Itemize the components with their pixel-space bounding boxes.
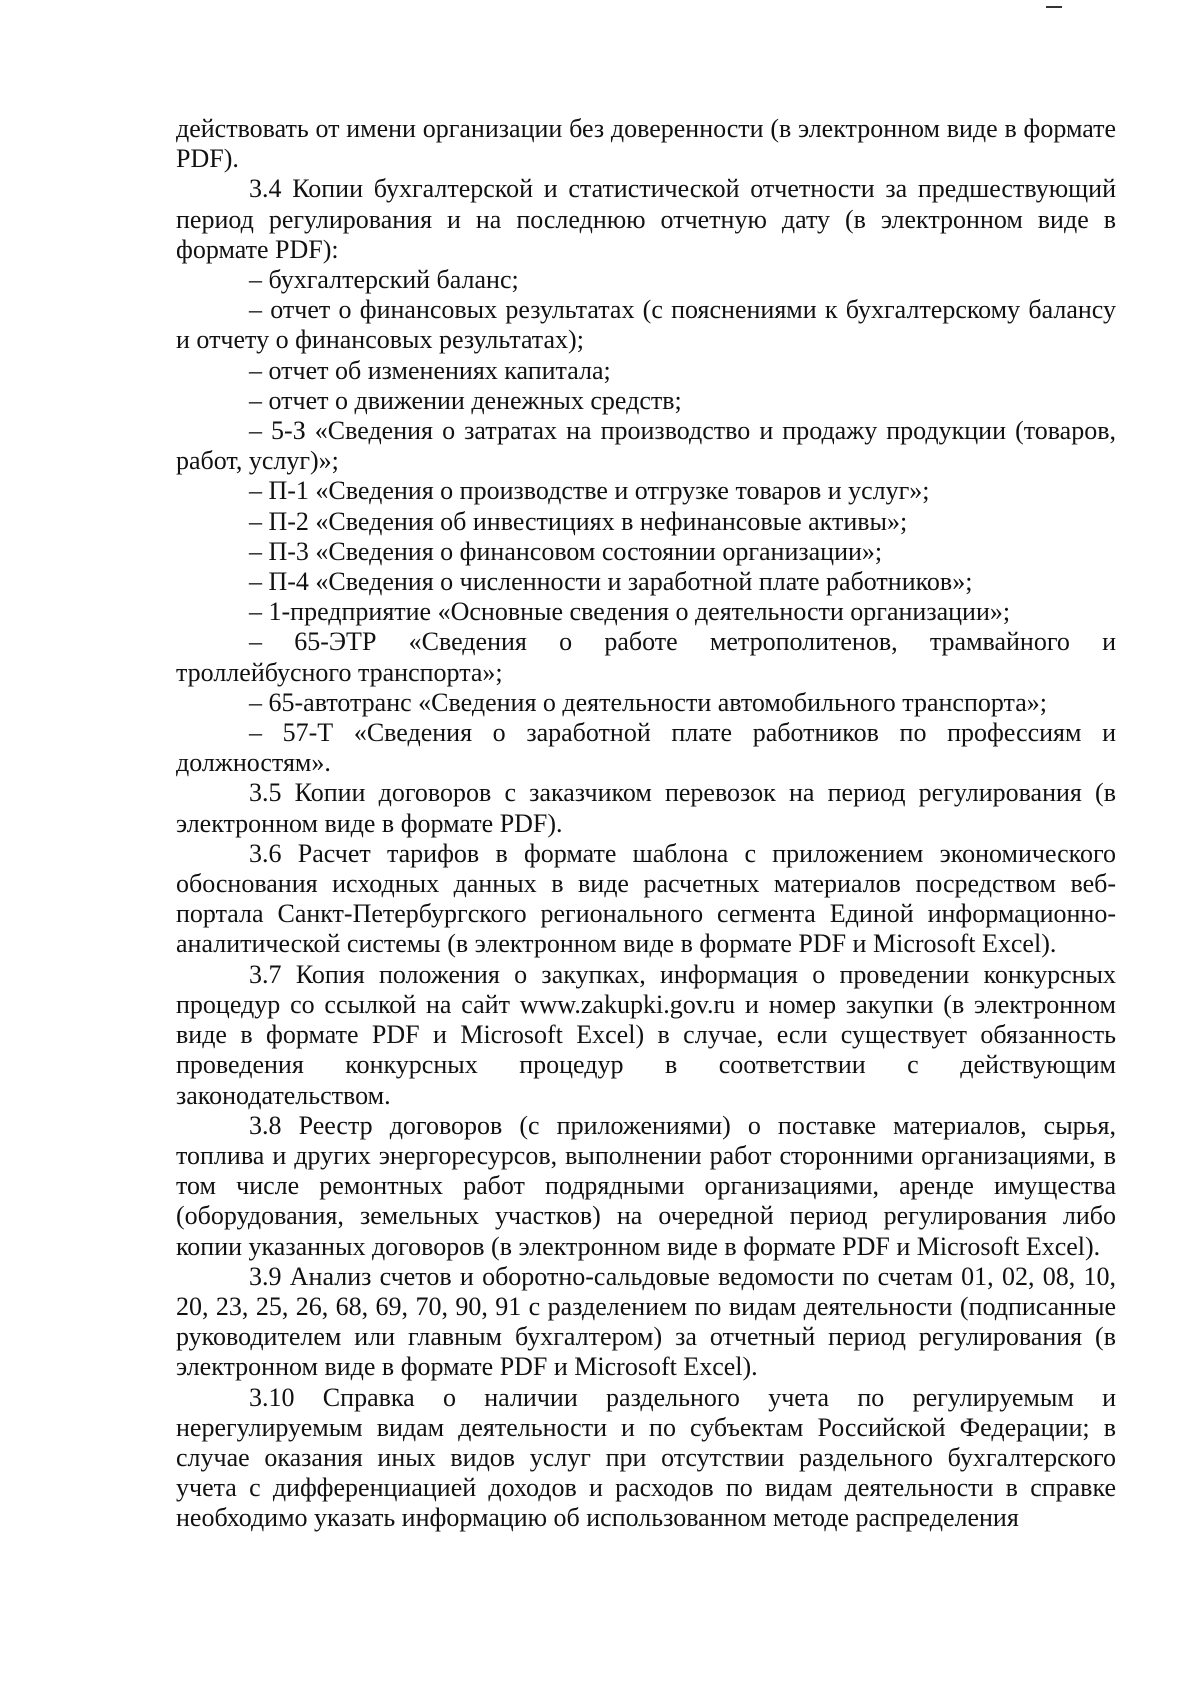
paragraph-3-10: 3.10 Справка о наличии раздельного учета по регулируемым и нерегулируемым видам деятельности и по субъектам Российской Федерации; в случае оказания иных видов услуг при отсутствии раздельного бухгалтерского учета с дифференциацией доходов и расходов по видам деятельности в справке необходимо указать информацию об использованном методе распределения <box>176 1382 1116 1533</box>
list-item: – бухгалтерский баланс; <box>249 265 519 295</box>
list-item: – 65-автотранс «Сведения о деятельности автомобильного транспорта»; <box>249 687 1047 717</box>
paragraph-3-5: 3.5 Копии договоров с заказчиком перевозок на период регулирования (в электронном виде в формате PDF). <box>176 778 1116 838</box>
list-item: – П-1 «Сведения о производстве и отгрузке товаров и услуг»; <box>249 476 930 506</box>
paragraph-3-6: 3.6 Расчет тарифов в формате шаблона с приложением экономического обоснования исходных данных в виде расчетных материалов посредством веб-портала Санкт-Петербургского регионального сегмента Единой информационно-аналитической системы (в электронном виде в формате PDF и Microsoft Excel). <box>176 838 1116 959</box>
paragraph-3-9: 3.9 Анализ счетов и оборотно-сальдовые ведомости по счетам 01, 02, 08, 10, 20, 23, 25, 26, 68, 69, 70, 90, 91 с разделением по видам деятельности (подписанные руководителем или главным бухгалтером) за отчетный период регулирования (в электронном виде в формате PDF и Microsoft Excel). <box>176 1261 1116 1382</box>
paragraph-3-4: 3.4 Копии бухгалтерской и статистической отчетности за предшествующий период регулирования и на последнюю отчетную дату (в электронном виде в формате PDF): <box>176 174 1116 264</box>
list-item: – отчет о движении денежных средств; <box>249 385 682 415</box>
list-item: – 5-З «Сведения о затратах на производство и продажу продукции (товаров, работ, услуг)»; <box>176 416 1116 476</box>
list-item: – отчет об изменениях капитала; <box>249 355 611 385</box>
list-item: – П-3 «Сведения о финансовом состоянии организации»; <box>249 536 883 566</box>
paragraph-3-8: 3.8 Реестр договоров (с приложениями) о поставке материалов, сырья, топлива и других энергоресурсов, выполнении работ сторонними организациями, в том числе ремонтных работ подрядными организациями, аренде имущества (оборудования, земельных участков) на очередной период регулирования либо копии указанных договоров (в электронном виде в формате PDF и Microsoft Excel). <box>176 1110 1116 1261</box>
page-corner-mark <box>1046 6 1062 8</box>
list-item: – 1-предприятие «Основные сведения о деятельности организации»; <box>249 597 1011 627</box>
list-item: – П-4 «Сведения о численности и заработной плате работников»; <box>249 567 973 597</box>
document-body <box>176 114 1116 1534</box>
list-item: – 65-ЭТР «Сведения о работе метрополитенов, трамвайного и троллейбусного транспорта»; <box>176 627 1116 687</box>
list-item: – П-2 «Сведения об инвестициях в нефинансовые активы»; <box>249 506 908 536</box>
list-item: – отчет о финансовых результатах (с пояснениями к бухгалтерскому балансу и отчету о финансовых результатах); <box>176 295 1116 355</box>
paragraph-continuation: действовать от имени организации без доверенности (в электронном виде в формате PDF). <box>176 114 1116 174</box>
paragraph-3-7: 3.7 Копия положения о закупках, информация о проведении конкурсных процедур со ссылкой на сайт www.zakupki.gov.ru и номер закупки (в электронном виде в формате PDF и Microsoft Excel) в случае, если существует обязанность проведения конкурсных процедур в соответствии с действующим законодательством. <box>176 959 1116 1110</box>
list-item: – 57-Т «Сведения о заработной плате работников по профессиям и должностям». <box>176 718 1116 778</box>
